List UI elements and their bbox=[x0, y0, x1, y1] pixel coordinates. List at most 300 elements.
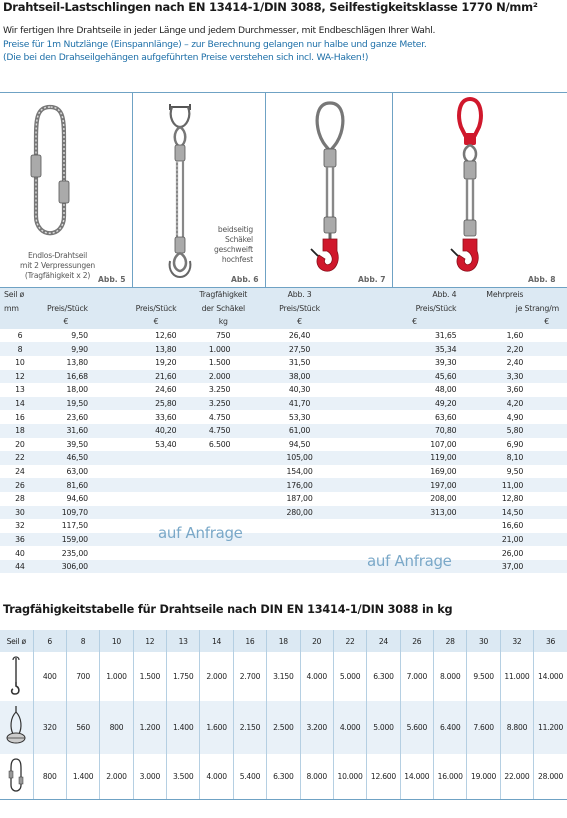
cell-m: 12,80 bbox=[460, 492, 527, 506]
cell-t: 750 bbox=[180, 329, 234, 343]
cell-spacer bbox=[333, 451, 369, 465]
header-euro: € bbox=[460, 315, 567, 329]
cell-spacer bbox=[234, 451, 266, 465]
cell-spacer bbox=[234, 370, 266, 384]
cell-p5: 235,00 bbox=[40, 546, 92, 560]
cell-m: 14,50 bbox=[460, 506, 527, 520]
capacity-value: 1.200 bbox=[133, 701, 166, 754]
cell-spacer bbox=[527, 546, 567, 560]
capacity-value: 5.000 bbox=[333, 652, 366, 701]
cell-spacer bbox=[234, 356, 266, 370]
cell-spacer bbox=[333, 410, 369, 424]
cell-spacer bbox=[333, 342, 369, 356]
table-header-row bbox=[0, 315, 567, 329]
cell-spacer bbox=[333, 560, 369, 574]
cell-p5: 306,00 bbox=[40, 560, 92, 574]
cell-t: 3.250 bbox=[180, 397, 234, 411]
cell-t bbox=[180, 506, 234, 520]
cell-spacer bbox=[92, 506, 132, 520]
cell-p5: 18,00 bbox=[40, 383, 92, 397]
cell-spacer bbox=[527, 465, 567, 479]
capacity-diameter: 30 bbox=[467, 630, 500, 652]
column-divider bbox=[265, 93, 266, 289]
cell-p7: 38,00 bbox=[266, 370, 333, 384]
cell-d: 8 bbox=[0, 342, 40, 356]
header-je-strang: je Strang/m bbox=[460, 302, 567, 316]
capacity-row-icon-cell bbox=[0, 701, 33, 754]
cell-spacer bbox=[527, 519, 567, 533]
capacity-value: 5.600 bbox=[400, 701, 433, 754]
cell-p5: 46,50 bbox=[40, 451, 92, 465]
capacity-value: 560 bbox=[66, 701, 99, 754]
cell-d: 44 bbox=[0, 560, 40, 574]
capacity-value: 1.500 bbox=[133, 652, 166, 701]
caption-line: mit 2 Verpressungen bbox=[20, 261, 96, 270]
capacity-diameter: 36 bbox=[534, 630, 567, 652]
table-row bbox=[0, 438, 567, 452]
intro-line-3: (Die bei den Drahseilgehängen aufgeführten Preise verstehen sich incl. WA-Haken!) bbox=[3, 52, 369, 63]
cell-p6 bbox=[132, 492, 181, 506]
cell-d: 13 bbox=[0, 383, 40, 397]
cell-p5: 19,50 bbox=[40, 397, 92, 411]
cell-t bbox=[180, 478, 234, 492]
cell-spacer bbox=[527, 397, 567, 411]
capacity-section-title: Tragfähigkeitstabelle für Drahtseile nach DIN EN 13414-1/DIN 3088 in kg bbox=[3, 603, 453, 616]
cell-p6: 13,80 bbox=[132, 342, 181, 356]
capacity-value: 3.150 bbox=[267, 652, 300, 701]
cell-spacer bbox=[333, 478, 369, 492]
rope-with-red-hook-icon bbox=[305, 99, 355, 279]
cell-spacer bbox=[234, 342, 266, 356]
capacity-diameter: 18 bbox=[267, 630, 300, 652]
cell-d: 24 bbox=[0, 465, 40, 479]
cell-spacer bbox=[92, 478, 132, 492]
capacity-value: 14.000 bbox=[534, 652, 567, 701]
cell-spacer bbox=[234, 506, 266, 520]
capacity-value: 7.000 bbox=[400, 652, 433, 701]
cell-m: 2,20 bbox=[460, 342, 527, 356]
header-euro: € bbox=[40, 315, 92, 329]
cell-p7: 31,50 bbox=[266, 356, 333, 370]
cell-p7: 61,00 bbox=[266, 424, 333, 438]
cell-spacer bbox=[234, 383, 266, 397]
header-preis-8: Preis/Stück bbox=[369, 302, 461, 316]
single-leg-hook-icon bbox=[6, 656, 26, 696]
intro-line-2: Preise für 1m Nutzlänge (Einspannlänge) – zur Berechnung gelangen nur halbe und ganze Meter. bbox=[3, 38, 427, 50]
cell-p5: 81,60 bbox=[40, 478, 92, 492]
cell-p5: 23,60 bbox=[40, 410, 92, 424]
capacity-value: 6.300 bbox=[267, 754, 300, 799]
cell-m: 3,30 bbox=[460, 370, 527, 384]
cell-m: 9,50 bbox=[460, 465, 527, 479]
cell-p7: 53,30 bbox=[266, 410, 333, 424]
capacity-row-icon-cell bbox=[0, 754, 33, 799]
cell-p8: 313,00 bbox=[369, 506, 461, 520]
cell-p8: 169,00 bbox=[369, 465, 461, 479]
cell-p6: 19,20 bbox=[132, 356, 181, 370]
cell-spacer bbox=[527, 370, 567, 384]
cell-m: 4,90 bbox=[460, 410, 527, 424]
capacity-diameter: 32 bbox=[500, 630, 533, 652]
cell-spacer bbox=[333, 356, 369, 370]
cell-d: 30 bbox=[0, 506, 40, 520]
cell-t bbox=[180, 560, 234, 574]
table-row bbox=[0, 519, 567, 533]
cell-spacer bbox=[92, 560, 132, 574]
cell-m: 11,00 bbox=[460, 478, 527, 492]
cell-p7 bbox=[266, 519, 333, 533]
intro-text bbox=[3, 24, 435, 65]
capacity-value: 4.000 bbox=[333, 701, 366, 754]
capacity-value: 9.500 bbox=[467, 652, 500, 701]
capacity-value: 3.200 bbox=[300, 701, 333, 754]
cell-spacer bbox=[92, 383, 132, 397]
table-row bbox=[0, 329, 567, 343]
header-euro: € bbox=[369, 315, 461, 329]
cell-p5: 94,60 bbox=[40, 492, 92, 506]
cell-p5: 13,80 bbox=[40, 356, 92, 370]
cell-d: 28 bbox=[0, 492, 40, 506]
table-row bbox=[0, 546, 567, 560]
capacity-value: 800 bbox=[100, 701, 133, 754]
cell-spacer bbox=[333, 519, 369, 533]
cell-p7: 280,00 bbox=[266, 506, 333, 520]
capacity-diameter: 14 bbox=[200, 630, 233, 652]
table-row bbox=[0, 451, 567, 465]
cell-spacer bbox=[527, 506, 567, 520]
cell-t: 1.500 bbox=[180, 356, 234, 370]
capacity-diameter: 6 bbox=[33, 630, 66, 652]
capacity-value: 16.000 bbox=[434, 754, 467, 799]
header-abb4: Abb. 4 bbox=[369, 288, 461, 302]
cell-p8: 48,00 bbox=[369, 383, 461, 397]
capacity-value: 2.700 bbox=[233, 652, 266, 701]
capacity-value: 22.000 bbox=[500, 754, 533, 799]
capacity-row bbox=[0, 754, 567, 799]
cell-p8 bbox=[369, 533, 461, 547]
cell-spacer bbox=[333, 383, 369, 397]
cell-spacer bbox=[527, 533, 567, 547]
header-abb3: Abb. 3 bbox=[266, 288, 333, 302]
header-euro: € bbox=[266, 315, 333, 329]
cell-spacer bbox=[527, 478, 567, 492]
cell-d: 12 bbox=[0, 370, 40, 384]
cell-p7: 26,40 bbox=[266, 329, 333, 343]
choke-hitch-load-icon bbox=[4, 704, 28, 750]
cell-spacer bbox=[92, 438, 132, 452]
rope-with-ring-and-hook-icon bbox=[445, 97, 495, 277]
cell-p8: 49,20 bbox=[369, 397, 461, 411]
product-price-section bbox=[0, 92, 567, 582]
cell-d: 14 bbox=[0, 397, 40, 411]
cell-p6 bbox=[132, 546, 181, 560]
cell-p8: 70,80 bbox=[369, 424, 461, 438]
cell-p6 bbox=[132, 451, 181, 465]
capacity-diameter: 28 bbox=[434, 630, 467, 652]
page-title: Drahtseil-Lastschlingen nach EN 13414-1/DIN 3088, Seilfestigkeitsklasse 1770 N/mm² bbox=[3, 0, 538, 14]
capacity-value: 11.000 bbox=[500, 652, 533, 701]
cell-spacer bbox=[92, 533, 132, 547]
cell-p8: 35,34 bbox=[369, 342, 461, 356]
cell-p7: 94,50 bbox=[266, 438, 333, 452]
capacity-value: 3.500 bbox=[167, 754, 200, 799]
cell-m: 6,90 bbox=[460, 438, 527, 452]
column-divider bbox=[132, 93, 133, 289]
cell-spacer bbox=[527, 410, 567, 424]
cell-p8 bbox=[369, 519, 461, 533]
table-row bbox=[0, 342, 567, 356]
header-euro: € bbox=[132, 315, 181, 329]
table-header-row bbox=[0, 302, 567, 316]
abb5-caption bbox=[20, 251, 95, 281]
capacity-diameter: 16 bbox=[233, 630, 266, 652]
cell-p6 bbox=[132, 506, 181, 520]
table-row bbox=[0, 424, 567, 438]
cell-spacer bbox=[527, 356, 567, 370]
auf-anfrage-label: auf Anfrage bbox=[367, 552, 452, 570]
capacity-value: 6.300 bbox=[367, 652, 400, 701]
cell-spacer bbox=[333, 506, 369, 520]
capacity-value: 1.400 bbox=[66, 754, 99, 799]
capacity-value: 1.750 bbox=[167, 652, 200, 701]
caption-line: (Tragfähigkeit x 2) bbox=[24, 271, 91, 280]
capacity-diameter: 20 bbox=[300, 630, 333, 652]
capacity-value: 320 bbox=[33, 701, 66, 754]
product-image-row bbox=[0, 92, 567, 288]
capacity-value: 10.000 bbox=[333, 754, 366, 799]
cell-spacer bbox=[234, 424, 266, 438]
header-mehrpreis: Mehrpreis bbox=[460, 288, 527, 302]
cell-p6 bbox=[132, 465, 181, 479]
cell-p7: 40,30 bbox=[266, 383, 333, 397]
capacity-value: 2.500 bbox=[267, 701, 300, 754]
rope-with-shackles-icon bbox=[160, 99, 200, 279]
capacity-value: 800 bbox=[33, 754, 66, 799]
cell-p7: 105,00 bbox=[266, 451, 333, 465]
cell-p6: 40,20 bbox=[132, 424, 181, 438]
cell-p6 bbox=[132, 560, 181, 574]
cell-d: 10 bbox=[0, 356, 40, 370]
cell-p5: 63,00 bbox=[40, 465, 92, 479]
capacity-value: 14.000 bbox=[400, 754, 433, 799]
cell-d: 32 bbox=[0, 519, 40, 533]
abb7-label: Abb. 7 bbox=[358, 275, 386, 284]
price-table-body bbox=[0, 329, 567, 574]
capacity-diameter: 24 bbox=[367, 630, 400, 652]
cell-t: 4.750 bbox=[180, 410, 234, 424]
capacity-value: 6.400 bbox=[434, 701, 467, 754]
cell-t: 1.000 bbox=[180, 342, 234, 356]
header-preis-5: Preis/Stück bbox=[40, 302, 92, 316]
cell-d: 18 bbox=[0, 424, 40, 438]
cell-spacer bbox=[234, 410, 266, 424]
capacity-table bbox=[0, 630, 567, 799]
endless-sling-icon bbox=[8, 757, 24, 795]
cell-spacer bbox=[92, 451, 132, 465]
cell-spacer bbox=[333, 438, 369, 452]
cell-spacer bbox=[92, 342, 132, 356]
cell-t bbox=[180, 465, 234, 479]
cell-m: 37,00 bbox=[460, 560, 527, 574]
capacity-row-icon-cell bbox=[0, 652, 33, 701]
header-mm: mm bbox=[0, 302, 40, 316]
table-row bbox=[0, 410, 567, 424]
capacity-diameter: 26 bbox=[400, 630, 433, 652]
cell-m: 16,60 bbox=[460, 519, 527, 533]
table-row bbox=[0, 356, 567, 370]
table-row bbox=[0, 370, 567, 384]
cell-t bbox=[180, 492, 234, 506]
abb6-caption bbox=[214, 225, 253, 265]
price-table bbox=[0, 288, 567, 573]
abb8-label: Abb. 8 bbox=[528, 275, 556, 284]
header-tragf: Tragfähigkeit bbox=[180, 288, 266, 302]
cell-t: 2.000 bbox=[180, 370, 234, 384]
header-der-schaekel: der Schäkel bbox=[180, 302, 266, 316]
cell-spacer bbox=[92, 370, 132, 384]
cell-spacer bbox=[333, 329, 369, 343]
cell-p5: 109,70 bbox=[40, 506, 92, 520]
cell-t bbox=[180, 546, 234, 560]
capacity-value: 1.600 bbox=[200, 701, 233, 754]
capacity-diameter: 12 bbox=[133, 630, 166, 652]
cell-p5: 159,00 bbox=[40, 533, 92, 547]
caption-line: Schäkel bbox=[224, 235, 253, 244]
cell-m: 2,40 bbox=[460, 356, 527, 370]
cell-d: 20 bbox=[0, 438, 40, 452]
cell-d: 22 bbox=[0, 451, 40, 465]
cell-m: 5,80 bbox=[460, 424, 527, 438]
cell-p5: 117,50 bbox=[40, 519, 92, 533]
cell-t: 6.500 bbox=[180, 438, 234, 452]
cell-d: 16 bbox=[0, 410, 40, 424]
cell-d: 26 bbox=[0, 478, 40, 492]
cell-spacer bbox=[333, 492, 369, 506]
cell-spacer bbox=[234, 465, 266, 479]
cell-p6: 24,60 bbox=[132, 383, 181, 397]
cell-p6: 25,80 bbox=[132, 397, 181, 411]
capacity-value: 4.000 bbox=[200, 754, 233, 799]
capacity-value: 5.400 bbox=[233, 754, 266, 799]
cell-d: 40 bbox=[0, 546, 40, 560]
cell-p8: 119,00 bbox=[369, 451, 461, 465]
capacity-header-row bbox=[0, 630, 567, 652]
cell-d: 6 bbox=[0, 329, 40, 343]
capacity-value: 3.000 bbox=[133, 754, 166, 799]
cell-spacer bbox=[527, 438, 567, 452]
cell-p8: 107,00 bbox=[369, 438, 461, 452]
cell-p7 bbox=[266, 560, 333, 574]
capacity-value: 1.400 bbox=[167, 701, 200, 754]
capacity-diameter: 8 bbox=[66, 630, 99, 652]
cell-spacer bbox=[527, 424, 567, 438]
capacity-value: 400 bbox=[33, 652, 66, 701]
capacity-value: 4.000 bbox=[300, 652, 333, 701]
cell-m: 1,60 bbox=[460, 329, 527, 343]
cell-spacer bbox=[234, 438, 266, 452]
abb5-label: Abb. 5 bbox=[98, 275, 126, 284]
capacity-value: 8.000 bbox=[300, 754, 333, 799]
cell-p8: 63,60 bbox=[369, 410, 461, 424]
cell-t: 3.250 bbox=[180, 383, 234, 397]
table-row bbox=[0, 383, 567, 397]
cell-spacer bbox=[527, 492, 567, 506]
bottom-rule bbox=[0, 799, 567, 800]
capacity-value: 5.000 bbox=[367, 701, 400, 754]
cell-m: 4,20 bbox=[460, 397, 527, 411]
cell-m: 8,10 bbox=[460, 451, 527, 465]
caption-line: hochfest bbox=[221, 255, 253, 264]
cell-t bbox=[180, 451, 234, 465]
cell-p7 bbox=[266, 546, 333, 560]
capacity-value: 2.150 bbox=[233, 701, 266, 754]
cell-spacer bbox=[527, 451, 567, 465]
table-row bbox=[0, 465, 567, 479]
cell-p8: 208,00 bbox=[369, 492, 461, 506]
caption-line: beidseitig bbox=[217, 225, 253, 234]
cell-p5: 16,68 bbox=[40, 370, 92, 384]
capacity-diameter: 13 bbox=[167, 630, 200, 652]
cell-spacer bbox=[234, 560, 266, 574]
capacity-value: 7.600 bbox=[467, 701, 500, 754]
cell-p8: 197,00 bbox=[369, 478, 461, 492]
header-preis-7: Preis/Stück bbox=[266, 302, 333, 316]
cell-p6: 33,60 bbox=[132, 410, 181, 424]
cell-t: 4.750 bbox=[180, 424, 234, 438]
cell-spacer bbox=[92, 492, 132, 506]
cell-spacer bbox=[92, 546, 132, 560]
capacity-value: 28.000 bbox=[534, 754, 567, 799]
header-kg: kg bbox=[180, 315, 266, 329]
cell-spacer bbox=[333, 465, 369, 479]
endless-wire-rope-loop-icon bbox=[30, 101, 70, 251]
cell-spacer bbox=[234, 478, 266, 492]
capacity-value: 12.600 bbox=[367, 754, 400, 799]
cell-spacer bbox=[92, 410, 132, 424]
cell-spacer bbox=[92, 356, 132, 370]
cell-spacer bbox=[92, 424, 132, 438]
abb6-label: Abb. 6 bbox=[231, 275, 259, 284]
table-row bbox=[0, 478, 567, 492]
table-row bbox=[0, 560, 567, 574]
capacity-value: 8.000 bbox=[434, 652, 467, 701]
cell-p8: 45,60 bbox=[369, 370, 461, 384]
header-preis-6: Preis/Stück bbox=[132, 302, 181, 316]
cell-p7: 176,00 bbox=[266, 478, 333, 492]
header-seil: Seil ø bbox=[0, 288, 40, 302]
cell-spacer bbox=[234, 492, 266, 506]
cell-m: 3,60 bbox=[460, 383, 527, 397]
cell-spacer bbox=[333, 397, 369, 411]
cell-spacer bbox=[333, 370, 369, 384]
capacity-value: 1.000 bbox=[100, 652, 133, 701]
cell-m: 26,00 bbox=[460, 546, 527, 560]
cell-p6: 12,60 bbox=[132, 329, 181, 343]
cell-spacer bbox=[234, 397, 266, 411]
auf-anfrage-label: auf Anfrage bbox=[158, 524, 243, 542]
cell-spacer bbox=[92, 397, 132, 411]
cell-p5: 9,90 bbox=[40, 342, 92, 356]
cell-d: 36 bbox=[0, 533, 40, 547]
cell-spacer bbox=[527, 383, 567, 397]
cell-p8: 39,30 bbox=[369, 356, 461, 370]
caption-line: geschweift bbox=[214, 245, 253, 254]
table-row bbox=[0, 492, 567, 506]
cell-p5: 9,50 bbox=[40, 329, 92, 343]
cell-p8: 31,65 bbox=[369, 329, 461, 343]
intro-line-1: Wir fertigen Ihre Drahtseile in jeder Länge und jedem Durchmesser, mit Endbeschlägen Ihrer Wahl. bbox=[3, 25, 436, 36]
cell-p6: 21,60 bbox=[132, 370, 181, 384]
